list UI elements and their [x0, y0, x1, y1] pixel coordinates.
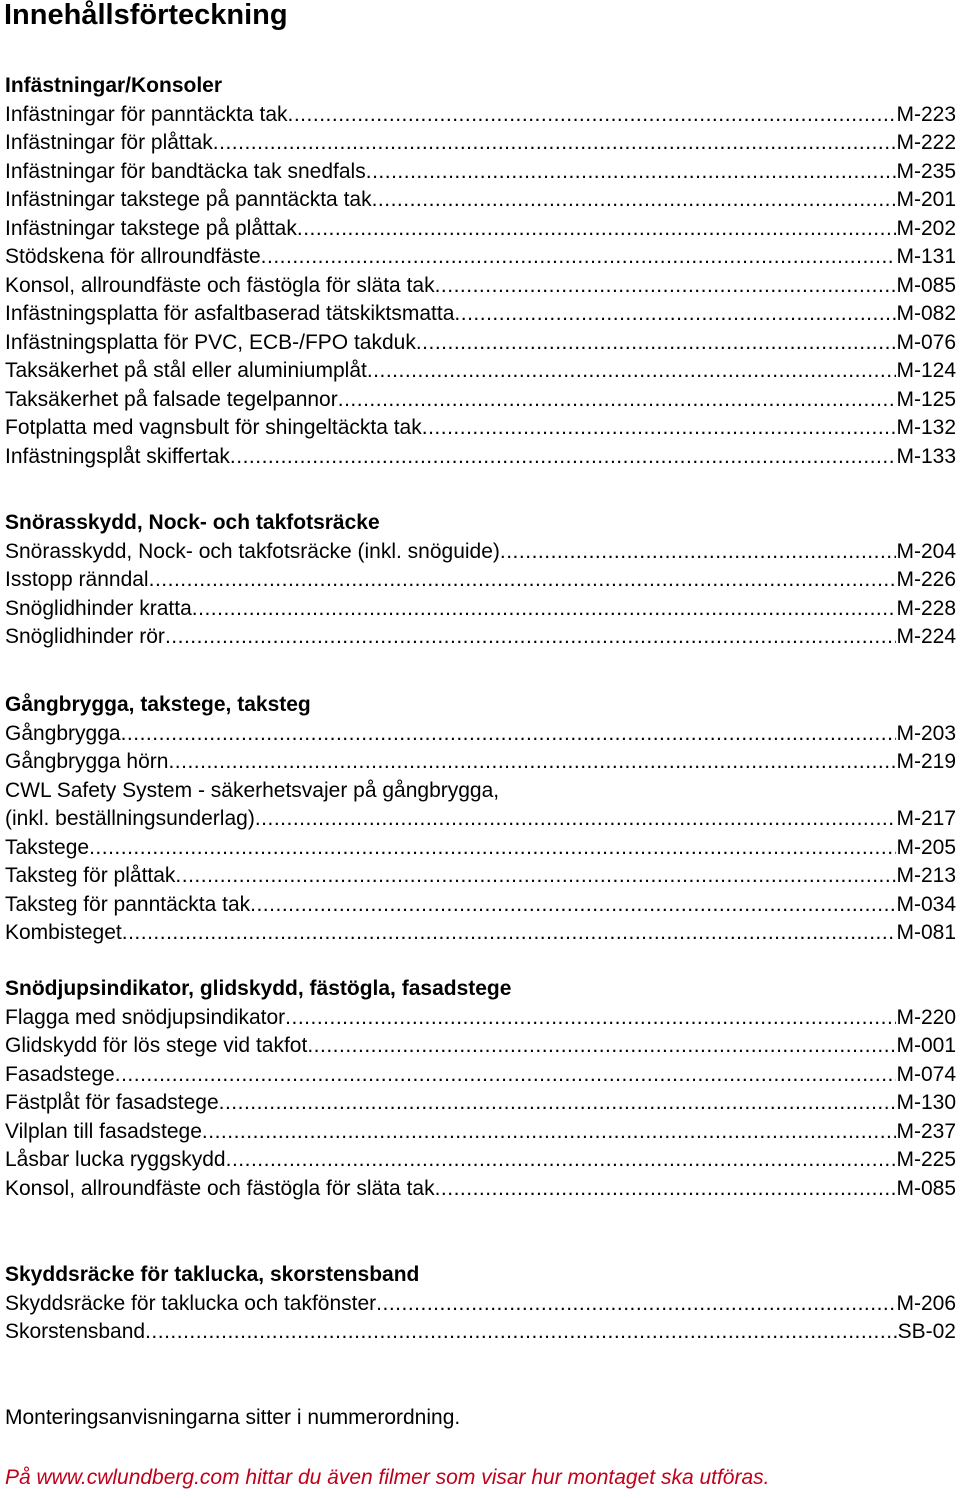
entry-label: Fotplatta med vagnsbult för shingeltäckta tak: [5, 416, 422, 439]
entry-label: Vilplan till fasadstege: [5, 1119, 202, 1143]
toc-entry[interactable]: [5, 1089, 956, 1118]
entry-page: M-224: [896, 625, 956, 648]
entry-page: M-124: [896, 359, 956, 382]
entry-page: M-034: [896, 892, 956, 916]
dot-leader: [175, 862, 896, 891]
dot-leader: [307, 1032, 896, 1061]
toc-section-snodjupsindikator: [5, 975, 956, 1203]
dot-leader: [285, 1004, 896, 1033]
toc-entry[interactable]: [5, 129, 956, 158]
toc-entry[interactable]: [5, 414, 956, 443]
dot-leader: [192, 595, 897, 624]
ordering-note: Monteringsanvisningarna sitter i nummerordning.: [5, 1406, 461, 1429]
dot-leader: [376, 1290, 896, 1319]
section-heading: Snödjupsindikator, glidskydd, fästögla, fasadstege: [5, 977, 512, 1000]
dot-leader: [435, 1175, 897, 1204]
toc-entry[interactable]: [5, 101, 956, 130]
entry-page: M-201: [896, 188, 956, 211]
entry-label: Glidskydd för lös stege vid takfot: [5, 1034, 308, 1057]
entry-label: Gångbrygga: [5, 721, 121, 745]
entry-page: M-125: [896, 387, 956, 411]
dot-leader: [367, 357, 897, 386]
toc-entry[interactable]: [5, 443, 956, 472]
entry-label: Taksäkerhet på stål eller aluminiumplåt: [5, 359, 367, 382]
dot-leader: [338, 386, 897, 415]
entry-label: Taksäkerhet på falsade tegelpannor: [5, 387, 338, 411]
page-title: Innehållsförteckning: [4, 0, 288, 31]
entry-label: Isstopp ränndal: [5, 568, 149, 591]
entry-page: M-219: [896, 750, 956, 773]
toc-entry[interactable]: [5, 329, 956, 358]
entry-label: Taksteg för panntäckta tak: [5, 892, 251, 916]
dot-leader: [168, 748, 896, 777]
toc-entry[interactable]: [5, 538, 956, 567]
entry-page: M-131: [896, 245, 956, 268]
toc-entry[interactable]: [5, 215, 956, 244]
entry-page: M-001: [896, 1034, 956, 1057]
entry-label: Infästningar för bandtäcka tak snedfals: [5, 159, 366, 183]
entry-page: M-235: [896, 159, 956, 183]
entry-page: M-226: [896, 568, 956, 591]
toc-entry[interactable]: [5, 386, 956, 415]
dot-leader: [165, 623, 897, 652]
toc-entry[interactable]: [5, 834, 956, 863]
dot-leader: [115, 1061, 897, 1090]
entry-page: M-085: [896, 273, 956, 297]
entry-page: M-213: [896, 864, 956, 887]
toc-entry[interactable]: [5, 357, 956, 386]
entry-page: M-222: [896, 131, 956, 154]
toc-entry[interactable]: [5, 805, 956, 834]
dot-leader: [297, 215, 897, 244]
entry-label: Fasadstege: [5, 1062, 115, 1086]
dot-leader: [121, 720, 897, 749]
entry-page: M-223: [896, 102, 956, 126]
entry-page: M-202: [896, 216, 956, 240]
entry-page: M-085: [896, 1176, 956, 1200]
toc-entry[interactable]: [5, 1004, 956, 1033]
dot-leader: [454, 300, 896, 329]
section-heading: Snörasskydd, Nock- och takfotsräcke: [5, 511, 380, 534]
toc-entry[interactable]: [5, 862, 956, 891]
dot-leader: [422, 414, 897, 443]
entry-label: Gångbrygga hörn: [5, 750, 169, 773]
section-heading: Gångbrygga, takstege, taksteg: [5, 693, 311, 716]
toc-section-skyddsracke: [5, 1261, 956, 1347]
entry-page: M-203: [896, 721, 956, 745]
entry-label: Kombisteget: [5, 921, 122, 944]
toc-entry[interactable]: [5, 623, 956, 652]
entry-label: Konsol, allroundfäste och fästögla för släta tak: [5, 273, 435, 297]
entry-label: (inkl. beställningsunderlag): [5, 807, 255, 830]
toc-entry[interactable]: [5, 919, 956, 948]
entry-label: Flagga med snödjupsindikator: [5, 1005, 286, 1029]
toc-entry[interactable]: [5, 566, 956, 595]
toc-entry[interactable]: [5, 720, 956, 749]
dot-leader: [500, 538, 897, 567]
entry-label: Infästningsplåt skiffertak: [5, 444, 230, 468]
entry-label: Taksteg för plåttak: [5, 864, 176, 887]
dot-leader: [219, 1089, 897, 1118]
toc-section-snorasskydd: [5, 509, 956, 652]
entry-label: Infästningsplatta för PVC, ECB-/FPO takduk: [5, 330, 416, 354]
entry-page: M-076: [896, 330, 956, 354]
entry-label: Infästningar för panntäckta tak: [5, 102, 288, 126]
entry-page: SB-02: [897, 1320, 956, 1343]
entry-page: M-133: [896, 444, 956, 468]
entry-label: Snörasskydd, Nock- och takfotsräcke (inkl. snöguide): [5, 539, 500, 563]
entry-page: M-206: [896, 1291, 956, 1315]
entry-page: M-225: [896, 1148, 956, 1171]
toc-entry[interactable]: [5, 1290, 956, 1319]
entry-label: Låsbar lucka ryggskydd: [5, 1148, 226, 1171]
toc-entry[interactable]: [5, 595, 956, 624]
toc-entry[interactable]: [5, 272, 956, 301]
dot-leader: [288, 101, 897, 130]
dot-leader: [149, 566, 897, 595]
dot-leader: [145, 1318, 898, 1347]
toc-entry[interactable]: [5, 1146, 956, 1175]
toc-entry[interactable]: [5, 186, 956, 215]
entry-page: M-082: [896, 302, 956, 325]
section-heading: Infästningar/Konsoler: [5, 74, 223, 97]
dot-leader: [202, 1118, 897, 1147]
toc-entry[interactable]: [5, 1061, 956, 1090]
dot-leader: [122, 919, 897, 948]
entry-page: M-228: [896, 596, 956, 620]
section-heading: Skyddsräcke för taklucka, skorstensband: [5, 1263, 420, 1286]
toc-entry[interactable]: [5, 158, 956, 187]
entry-page: M-204: [896, 539, 956, 563]
entry-label: Konsol, allroundfäste och fästögla för släta tak: [5, 1176, 435, 1200]
entry-label: Skorstensband: [5, 1320, 146, 1343]
toc-entry[interactable]: [5, 748, 956, 777]
toc-entry[interactable]: [5, 1118, 956, 1147]
entry-label: Snöglidhinder kratta: [5, 596, 192, 620]
entry-page: M-081: [896, 921, 956, 944]
dot-leader: [435, 272, 897, 301]
entry-label: Infästningar takstege på panntäckta tak: [5, 188, 372, 211]
dot-leader: [372, 186, 897, 215]
dot-leader: [261, 243, 897, 272]
dot-leader: [255, 805, 897, 834]
entry-page: M-130: [896, 1091, 956, 1114]
entry-page: M-217: [896, 807, 956, 830]
entry-label: Stödskena för allroundfäste: [5, 245, 261, 268]
toc-entry[interactable]: [5, 891, 956, 920]
dot-leader: [213, 129, 897, 158]
toc-entry[interactable]: [5, 1032, 956, 1061]
toc-section-gangbrygga: [5, 691, 956, 948]
dot-leader: [366, 158, 897, 187]
entry-page: M-205: [896, 835, 956, 859]
entry-label: Infästningar takstege på plåttak: [5, 216, 297, 240]
entry-label: Infästningar för plåttak: [5, 131, 213, 154]
entry-label: Snöglidhinder rör: [5, 625, 165, 648]
toc-section-infastningar: [5, 72, 956, 471]
dot-leader: [226, 1146, 897, 1175]
entry-label-line1: CWL Safety System - säkerhetsvajer på gångbrygga,: [5, 778, 500, 802]
dot-leader: [89, 834, 896, 863]
toc-entry[interactable]: [5, 300, 956, 329]
dot-leader: [416, 329, 897, 358]
entry-page: M-074: [896, 1062, 956, 1086]
entry-page: M-220: [896, 1005, 956, 1029]
entry-label: Skyddsräcke för taklucka och takfönster: [5, 1291, 377, 1315]
dot-leader: [230, 443, 897, 472]
toc-entry[interactable]: [5, 1175, 956, 1204]
entry-label: Fästplåt för fasadstege: [5, 1091, 219, 1114]
dot-leader: [250, 891, 896, 920]
website-footer-note[interactable]: På www.cwlundberg.com hittar du även filmer som visar hur montaget ska utföras.: [5, 1466, 770, 1489]
entry-page: M-237: [896, 1119, 956, 1143]
entry-page: M-132: [896, 416, 956, 439]
entry-label: Infästningsplatta för asfaltbaserad tätskiktsmatta: [5, 302, 455, 325]
entry-label: Takstege: [5, 835, 90, 859]
toc-entry[interactable]: [5, 243, 956, 272]
toc-entry[interactable]: [5, 1318, 956, 1347]
